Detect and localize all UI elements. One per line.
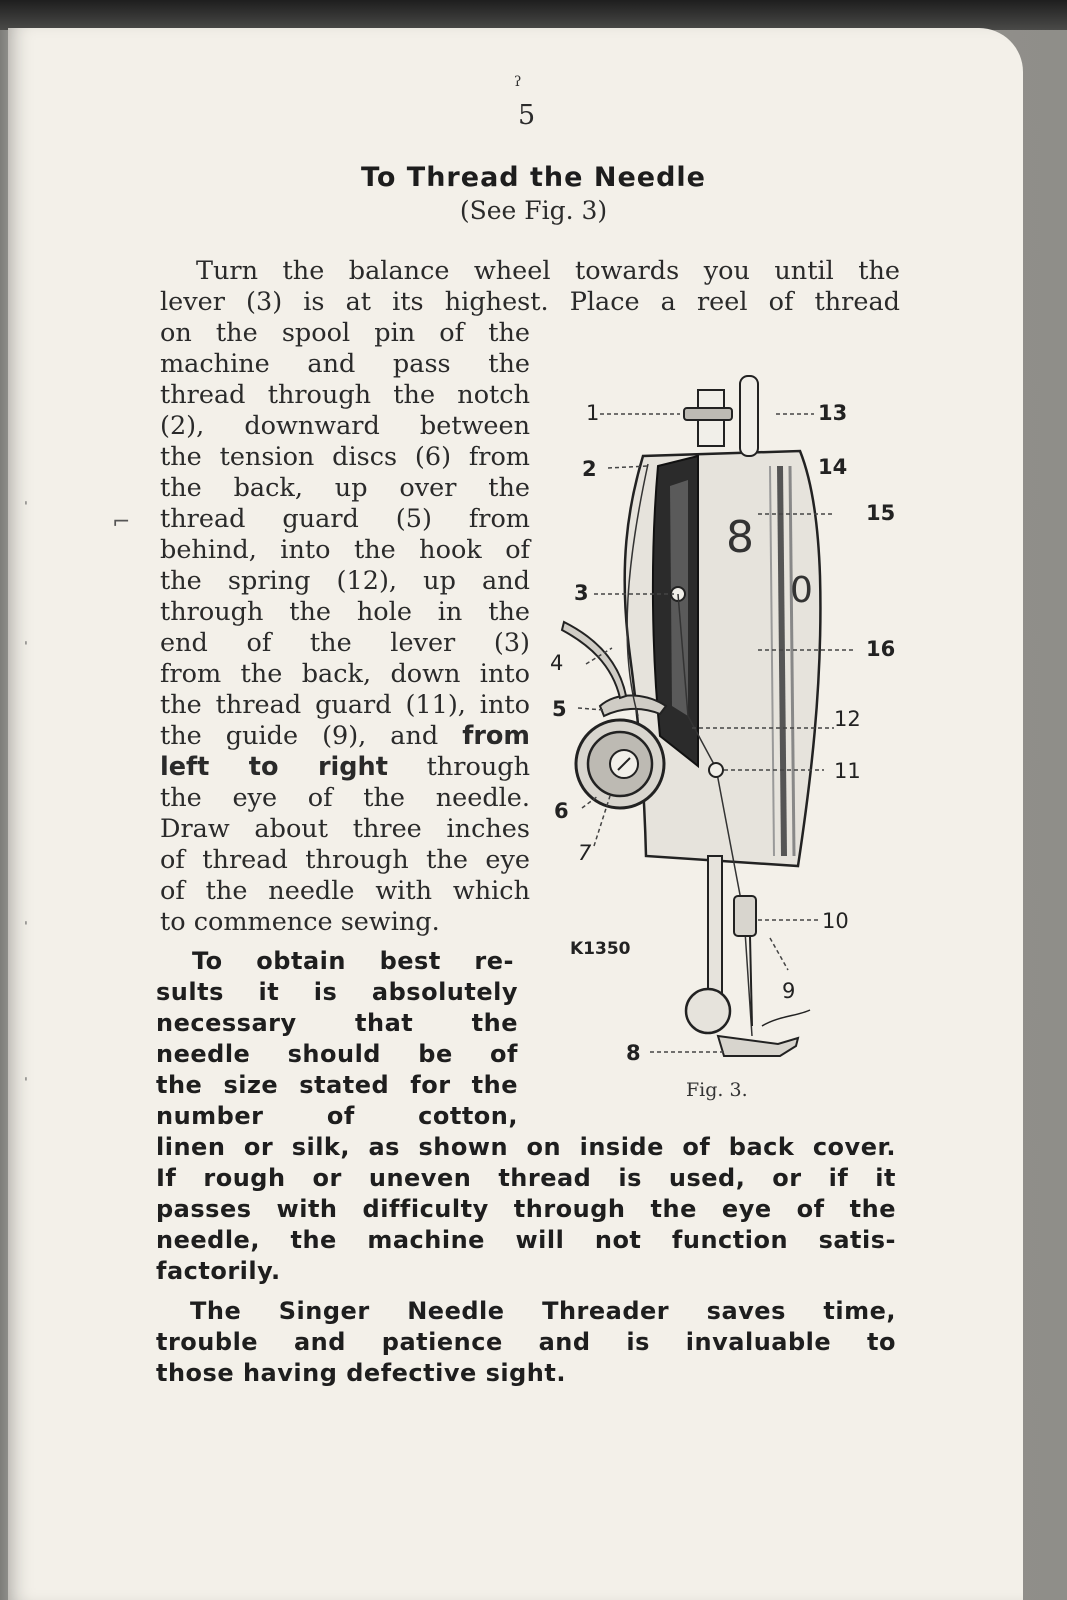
figure-label-11: 11: [834, 759, 861, 783]
figure-3-illustration: [548, 356, 908, 1116]
figure-label-10: 10: [822, 909, 849, 933]
bold-inline: left to right: [160, 752, 388, 782]
para1-line: behind, into the hook of: [160, 535, 530, 565]
para2-line: necessary that the: [156, 1009, 518, 1037]
para2-line: needle, the machine will not function satis-: [156, 1226, 896, 1254]
figure-label-6: 6: [554, 799, 569, 823]
bold-inline: from: [462, 721, 530, 751]
para1-line: the thread guard (11), into: [160, 690, 530, 720]
para3-line: those having defective sight.: [156, 1359, 566, 1387]
scan-top-edge: [0, 0, 1067, 30]
figure-label-8: 8: [626, 1041, 641, 1065]
margin-mark: ˈ: [24, 500, 28, 516]
figure-label-9: 9: [782, 979, 796, 1003]
para1-line: the spring (12), up and: [160, 566, 530, 596]
para1-line: Draw about three inches: [160, 814, 530, 844]
para3-line: The Singer Needle Threader saves time,: [190, 1297, 896, 1325]
section-subtitle: (See Fig. 3): [459, 196, 608, 225]
para2-line: If rough or uneven thread is used, or if it: [156, 1164, 896, 1192]
para2-line: To obtain best re-: [192, 947, 514, 975]
para1-line: of the needle with which: [160, 876, 530, 906]
para1-line: thread guard (5) from: [160, 504, 530, 534]
pencil-mark: ʔ: [514, 74, 522, 90]
section-title: To Thread the Needle: [361, 162, 706, 193]
figure-label-13: 13: [818, 401, 848, 425]
margin-mark: ˈ: [24, 1076, 28, 1092]
para1-line: of thread through the eye: [160, 845, 530, 875]
figure-label-1: 1: [586, 401, 600, 425]
para1-line: through the hole in the: [160, 597, 530, 627]
presser-foot: [718, 1036, 798, 1056]
figure-label-15: 15: [866, 501, 896, 525]
figure-caption: Fig. 3.: [686, 1079, 748, 1101]
para1-line: Turn the balance wheel towards you until the: [196, 256, 900, 286]
para1-line: the back, up over the: [160, 473, 530, 503]
para1-line: end of the lever (3): [160, 628, 530, 658]
margin-mark: ˈ: [24, 920, 28, 936]
figure-code: K1350: [570, 939, 631, 959]
para2-line: sults it is absolutely: [156, 978, 518, 1006]
para1-line: lever (3) is at its highest. Place a reel of thread: [160, 287, 900, 317]
para2-line: number of cotton,: [156, 1102, 518, 1130]
figure-label-12: 12: [834, 707, 861, 731]
figure-label-4: 4: [550, 651, 564, 675]
para2-line: passes with difficulty through the eye of the: [156, 1195, 896, 1223]
para1-line: the tension discs (6) from: [160, 442, 530, 472]
para1-line: to commence sewing.: [160, 907, 440, 937]
figure-label-14: 14: [818, 455, 848, 479]
margin-mark: ⌐: [112, 510, 131, 535]
margin-mark: ˈ: [24, 640, 28, 656]
para1-line: left to right through: [160, 752, 530, 782]
para1-line: machine and pass the: [160, 349, 530, 379]
para1-line: the guide (9), and from: [160, 721, 530, 751]
para1-line: thread through the notch: [160, 380, 530, 410]
figure-label-7: 7: [578, 841, 592, 865]
para2-line: linen or silk, as shown on inside of back cover.: [156, 1133, 896, 1161]
para1-line: (2), downward between: [160, 411, 530, 441]
para3-line: trouble and patience and is invaluable to: [156, 1328, 896, 1356]
para1-line: the eye of the needle.: [160, 783, 530, 813]
figure-label-2: 2: [582, 457, 597, 481]
figure-glyph-zero: 0: [790, 570, 813, 611]
needle-bar: [740, 376, 758, 456]
figure-label-16: 16: [866, 637, 896, 661]
para1-line: on the spool pin of the: [160, 318, 530, 348]
para2-line: factorily.: [156, 1257, 281, 1285]
para2-line: needle should be of: [156, 1040, 518, 1068]
figure-label-3: 3: [574, 581, 589, 605]
para2-line: the size stated for the: [156, 1071, 518, 1099]
figure-glyph-eight: 8: [726, 512, 754, 563]
page-number: 5: [518, 100, 536, 131]
figure-label-5: 5: [552, 697, 567, 721]
para1-line: from the back, down into: [160, 659, 530, 689]
